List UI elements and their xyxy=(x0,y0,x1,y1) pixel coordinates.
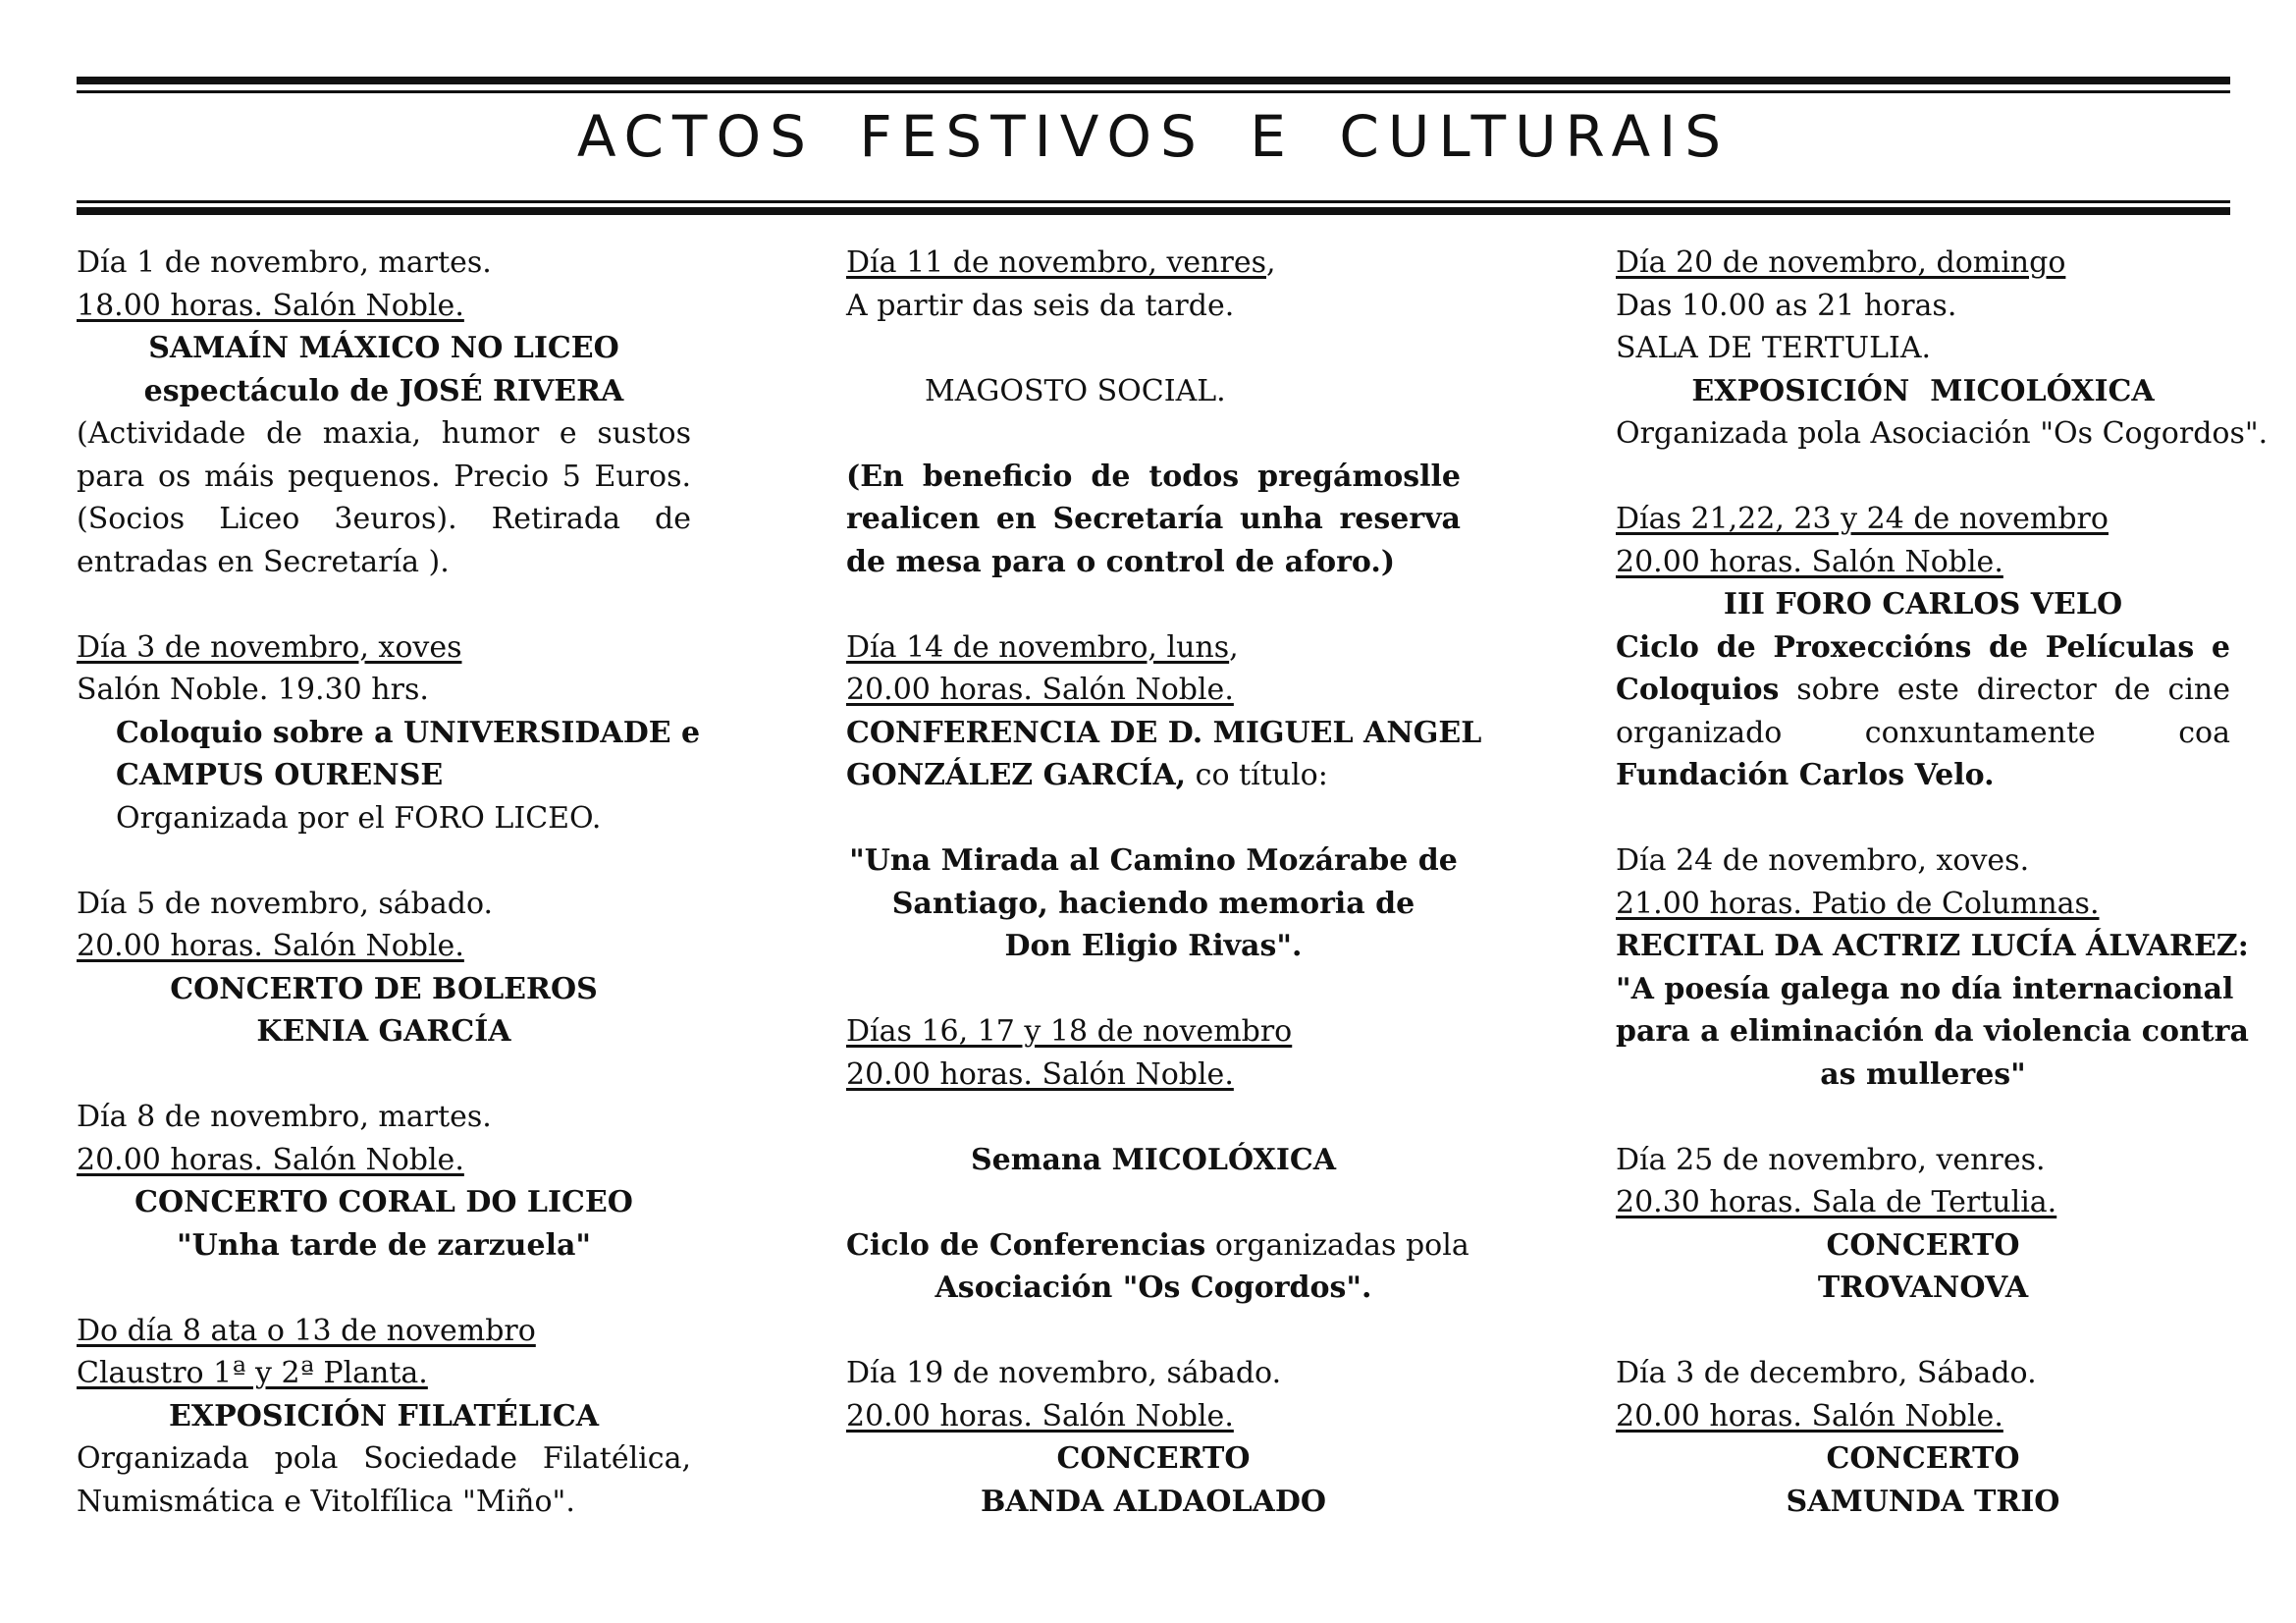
event-exposicion-filatelica xyxy=(77,1310,691,1524)
event-subtitle: "Unha tarde de zarzuela" xyxy=(176,1227,592,1263)
event-title: MAGOSTO SOCIAL. xyxy=(925,373,1226,408)
event-description xyxy=(1616,626,2230,797)
event-date: Día 5 de novembro, sábado. xyxy=(77,886,494,921)
event-title: Coloquio sobre a UNIVERSIDADE e xyxy=(116,715,701,750)
event-title: III FORO CARLOS VELO xyxy=(1723,587,2123,622)
event-title: Semana MICOLÓXICA xyxy=(970,1142,1337,1177)
event-concerto-coral xyxy=(77,1096,691,1267)
event-title: EXPOSICIÓN FILATÉLICA xyxy=(169,1398,599,1434)
event-title-continued: CAMPUS OURENSE xyxy=(116,758,444,792)
event-date: Día 1 de novembro, martes. xyxy=(77,245,492,280)
bottom-rule-thin xyxy=(77,200,2230,203)
event-organizer: Organizada por el FORO LICEO. xyxy=(116,800,602,836)
event-title: SAMAÍN MÁXICO NO LICEO xyxy=(148,331,619,365)
event-title: RECITAL DA ACTRIZ LUCÍA ÁLVAREZ: xyxy=(1616,929,2249,963)
event-organizer: Organizada pola Asociación "Os Cogordos". xyxy=(1616,416,2269,451)
event-time-place: 20.00 horas. Salón Noble. xyxy=(77,929,464,963)
event-title: CONCERTO DE BOLEROS xyxy=(170,971,598,1006)
event-date: Día 19 de novembro, sábado. xyxy=(846,1356,1282,1390)
event-speaker: CONFERENCIA DE D. MIGUEL ANGEL xyxy=(846,715,1482,750)
event-date: Días 21,22, 23 y 24 de novembro xyxy=(1616,502,2109,536)
event-description: (Actividade de maxia, humor e sustos para os máis pequenos. Precio 5 Euros. (Socios Liceo 3euros). Retirada de entradas en Secretaría ). xyxy=(77,416,691,579)
event-description-text: sobre este director de cine organizado conxuntamente coa xyxy=(1616,673,2230,750)
event-quote-continued: Santiago, haciendo memoria de xyxy=(891,886,1415,921)
event-speaker-rest: co título: xyxy=(1186,758,1328,792)
event-time-place: 20.00 horas. Salón Noble. xyxy=(1616,544,2003,579)
event-coloquio-universidade xyxy=(77,626,701,840)
event-time-place: Salón Noble. 19.30 hrs. xyxy=(77,673,429,707)
event-date-suffix: , xyxy=(1266,245,1276,280)
event-time-place: Claustro 1ª y 2ª Planta. xyxy=(77,1356,428,1390)
top-rule-thin xyxy=(77,90,2230,93)
event-title: CONCERTO CORAL DO LICEO xyxy=(134,1185,633,1219)
event-title: CONCERTO xyxy=(1826,1441,2020,1476)
event-date: Día 11 de novembro, venres xyxy=(846,245,1266,280)
event-time-place: 20.00 horas. Salón Noble. xyxy=(77,1142,464,1177)
event-description-bold: Ciclo de Proxeccións de Películas e Coloquios xyxy=(1616,629,2230,707)
event-date: Día 24 de novembro, xoves. xyxy=(1616,843,2030,878)
event-foro-carlos-velo xyxy=(1616,498,2230,797)
event-date: Día 25 de novembro, venres. xyxy=(1616,1142,2046,1177)
event-subtitle: TROVANOVA xyxy=(1817,1271,2029,1305)
event-date: Día 20 de novembro, domingo xyxy=(1616,245,2066,280)
event-title: EXPOSICIÓN MICOLÓXICA xyxy=(1691,373,2155,408)
event-recital-lucia-alvarez xyxy=(1616,839,2249,1096)
event-date: Día 8 de novembro, martes. xyxy=(77,1100,492,1134)
event-quote-continued: para a eliminación da violencia contra xyxy=(1616,1014,2249,1049)
event-date: Días 16, 17 y 18 de novembro xyxy=(846,1014,1293,1049)
event-time-place: A partir das seis da tarde. xyxy=(846,288,1235,323)
event-subtitle: SAMUNDA TRIO xyxy=(1786,1484,2060,1519)
event-time-place: 20.00 horas. Salón Noble. xyxy=(846,1056,1234,1092)
event-note: (En beneficio de todos pregámoslle realicen en Secretaría unha reserva de mesa para o control de aforo.) xyxy=(846,459,1461,579)
event-organizer: Organizada pola Sociedade Filatélica, Numismática e Vitolfílica "Miño". xyxy=(77,1441,691,1519)
event-magosto-social xyxy=(846,242,1461,583)
event-concerto-boleros xyxy=(77,883,691,1054)
event-date: Día 14 de novembro, luns xyxy=(846,629,1230,665)
top-rule-thick xyxy=(77,77,2230,84)
event-subtitle: BANDA ALDAOLADO xyxy=(980,1484,1327,1519)
event-subtitle: KENIA GARCÍA xyxy=(256,1014,511,1049)
event-time-place: 20.00 horas. Salón Noble. xyxy=(846,673,1234,707)
event-time-place: 18.00 horas. Salón Noble. xyxy=(77,288,464,323)
bottom-rule-thick xyxy=(77,207,2230,215)
event-quote-end: as mulleres" xyxy=(1820,1056,2026,1092)
event-conferencia-gonzalez xyxy=(846,626,1482,968)
event-time-place: 21.00 horas. Patio de Columnas. xyxy=(1616,886,2100,921)
event-title: CONCERTO xyxy=(1826,1227,2020,1263)
event-quote: "A poesía galega no día internacional xyxy=(1616,971,2234,1006)
event-concerto-trovanova xyxy=(1616,1139,2230,1310)
event-description-foundation: Fundación Carlos Velo. xyxy=(1616,758,1995,792)
event-time-place: 20.30 horas. Sala de Tertulia. xyxy=(1616,1185,2057,1219)
event-semana-micoloxica xyxy=(846,1010,1469,1310)
event-time-place: 20.00 horas. Salón Noble. xyxy=(846,1398,1234,1434)
events-column-2 xyxy=(846,242,1482,1523)
event-subtitle: espectáculo de JOSÉ RIVERA xyxy=(143,373,624,408)
page-title: ACTOS FESTIVOS E CULTURAIS xyxy=(576,103,1731,170)
event-concerto-samunda-trio xyxy=(1616,1352,2230,1523)
event-exposicion-micoloxica xyxy=(1616,242,2269,456)
event-title: CONCERTO xyxy=(1056,1441,1251,1476)
event-cycle-rest: organizadas pola xyxy=(1205,1227,1469,1263)
events-column-3 xyxy=(1616,242,2269,1523)
events-column-1 xyxy=(77,242,701,1523)
event-speaker-name: GONZÁLEZ GARCÍA, xyxy=(846,758,1187,792)
event-samain xyxy=(77,242,691,583)
event-date: Do día 8 ata o 13 de novembro xyxy=(77,1313,536,1348)
event-date: Día 3 de decembro, Sábado. xyxy=(1616,1356,2037,1390)
event-time-place: 20.00 horas. Salón Noble. xyxy=(1616,1398,2003,1434)
event-date: Día 3 de novembro, xoves xyxy=(77,629,462,665)
event-place: SALA DE TERTULIA. xyxy=(1616,331,1932,365)
event-organizer: Asociación "Os Cogordos". xyxy=(934,1271,1372,1305)
event-hours: Das 10.00 as 21 horas. xyxy=(1616,288,1957,323)
event-quote: "Una Mirada al Camino Mozárabe de xyxy=(849,843,1458,878)
event-date-suffix: , xyxy=(1229,629,1239,665)
event-quote-end: Don Eligio Rivas". xyxy=(1004,929,1303,963)
event-cycle: Ciclo de Conferencias xyxy=(846,1227,1206,1263)
event-concerto-aldaolado xyxy=(846,1352,1461,1523)
